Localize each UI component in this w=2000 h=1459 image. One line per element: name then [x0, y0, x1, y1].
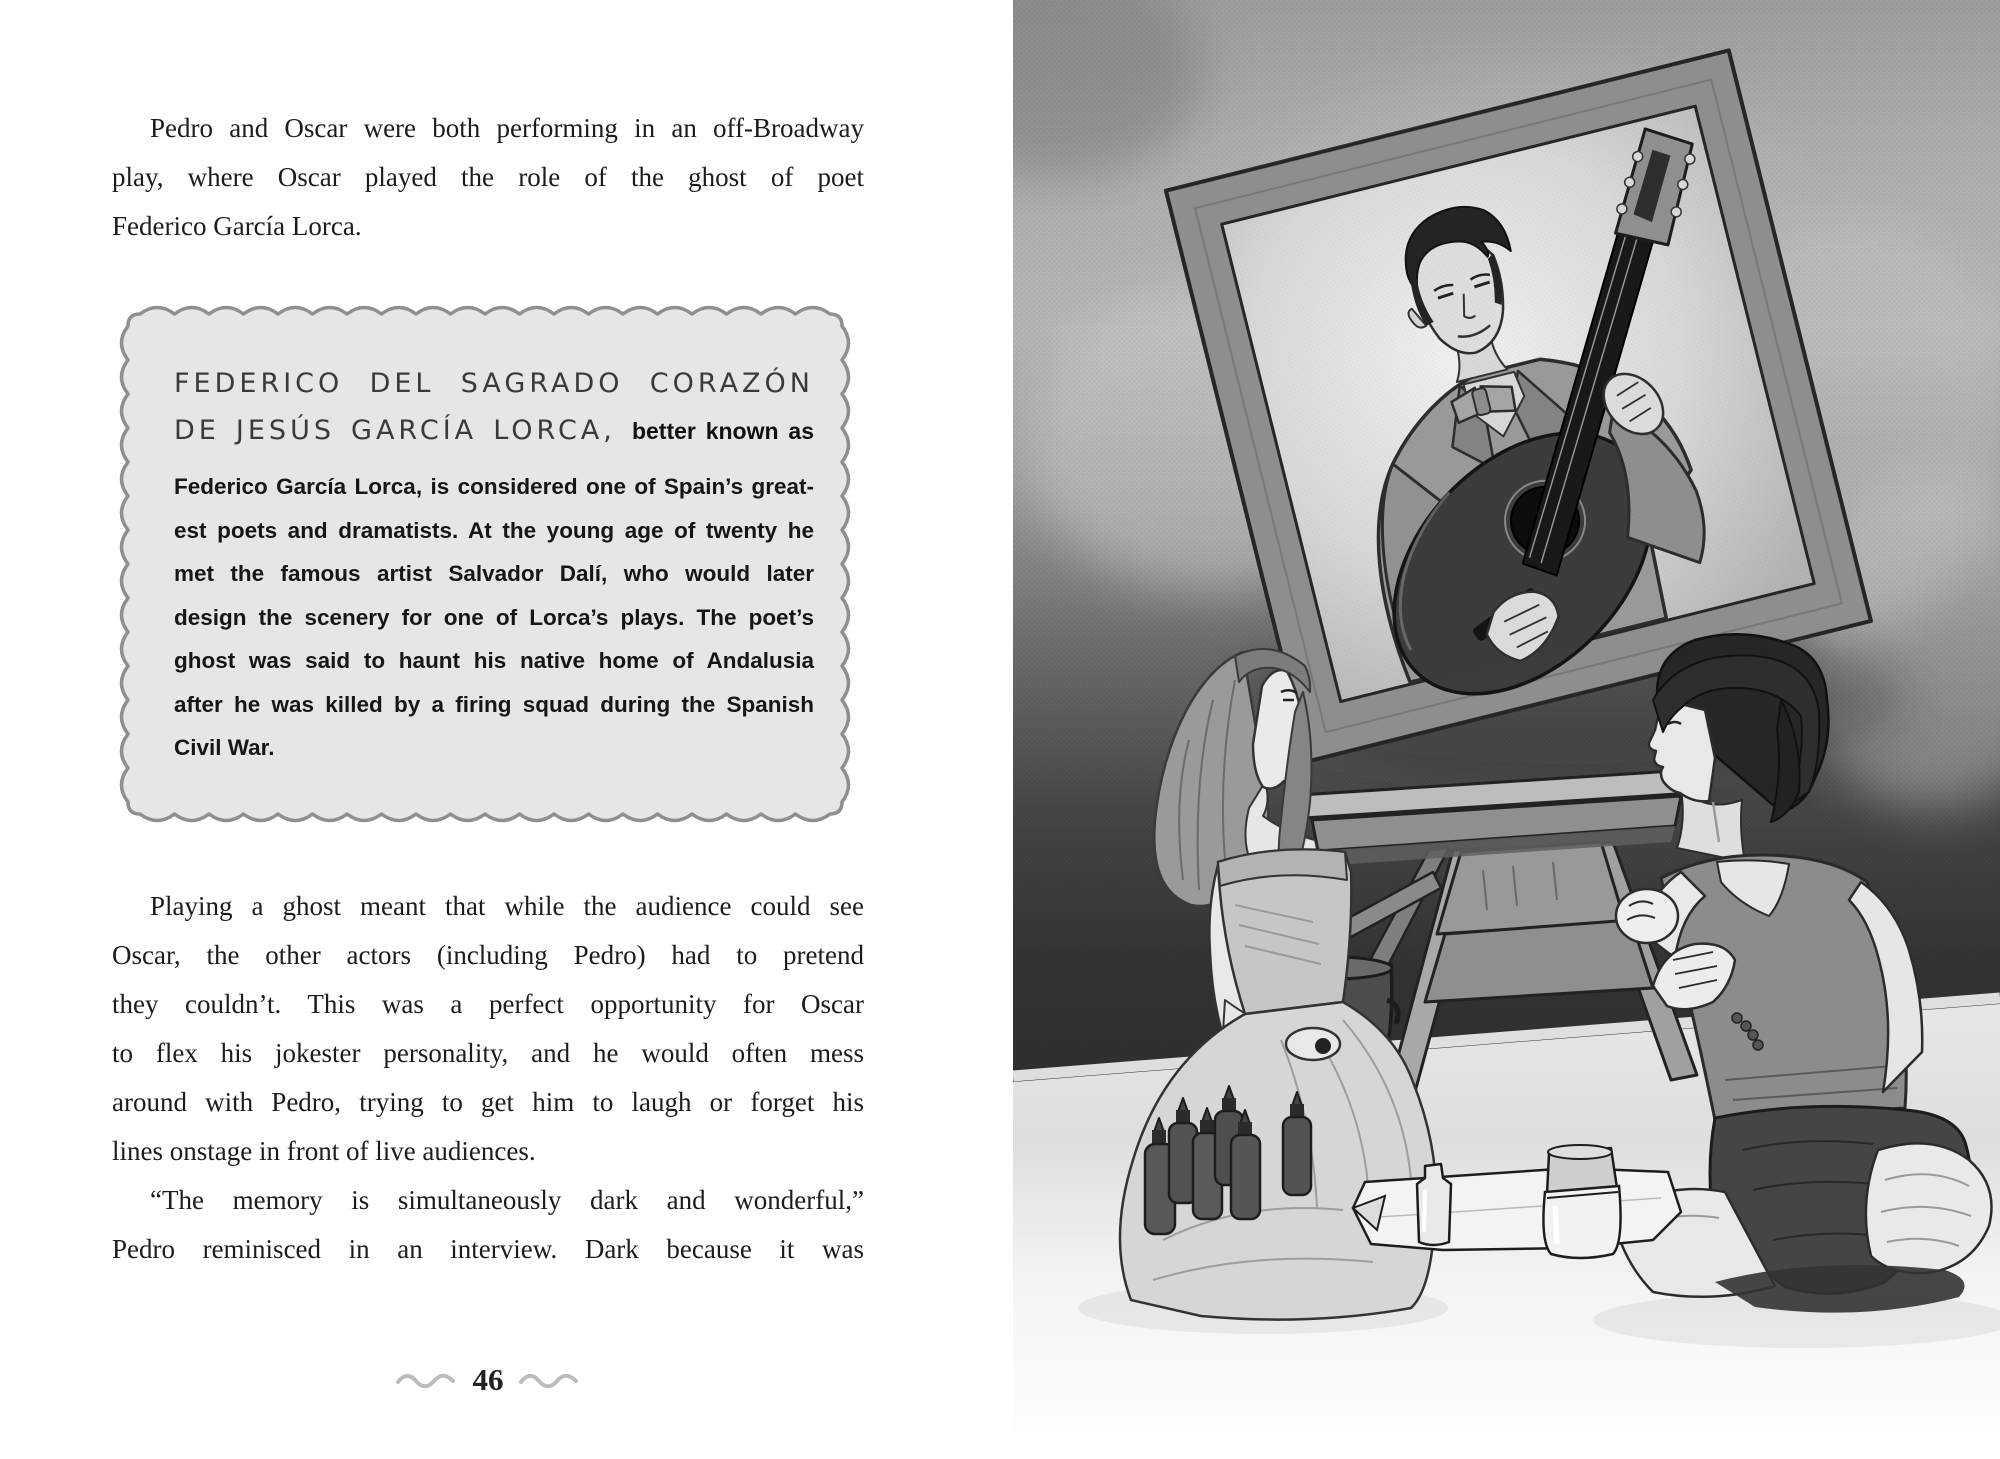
text-line: lines onstage in front of live audiences.: [112, 1136, 536, 1166]
paragraph-memory: [112, 1176, 864, 1274]
text-line: Federico García Lorca.: [112, 211, 362, 241]
paper-sheet: [1353, 1168, 1681, 1250]
page-number: 46: [472, 1362, 504, 1397]
text-line: Federico García Lorca, is considered one of Spain’s great-: [174, 474, 814, 499]
heading-suffix-text: better known as: [631, 418, 814, 444]
info-box-content: [174, 360, 814, 770]
page-footer: [112, 1360, 864, 1400]
text-line: design the scenery for one of Lorca’s plays. The poet’s: [174, 604, 814, 630]
text-line: they couldn’t. This was a perfect opportunity for Oscar: [112, 989, 864, 1019]
info-box-heading-line2: [174, 407, 814, 455]
book-page-right: [1013, 0, 2000, 1454]
text-line: Playing a ghost meant that while the audience could see: [150, 891, 864, 921]
paragraph-ghost: [112, 882, 864, 1176]
text-line: est poets and dramatists. At the young age of twenty he: [174, 517, 814, 543]
heading-hand-text: DE JESÚS GARCÍA LORCA,: [174, 415, 616, 446]
squiggle-icon: [518, 1371, 582, 1389]
lorca-info-box: [116, 298, 856, 824]
text-line: Pedro reminisced in an interview. Dark because it was: [112, 1234, 864, 1264]
jar: [1543, 1145, 1620, 1258]
text-line: around with Pedro, trying to get him to laugh or forget his: [112, 1087, 864, 1117]
text-line: to flex his jokester personality, and he would often mess: [112, 1038, 864, 1068]
squiggle-icon: [395, 1371, 459, 1389]
text-line: after he was killed by a firing squad during the Spanish: [174, 691, 814, 717]
text-line: “The memory is simultaneously dark and wonderful,”: [150, 1185, 864, 1215]
info-box-body: [174, 465, 814, 770]
paragraph-intro: [112, 104, 864, 251]
text-line: ghost was said to haunt his native home of Andalusia: [174, 648, 814, 673]
text-line: met the famous artist Salvador Dalí, who would later: [174, 561, 814, 586]
text-line: Pedro and Oscar were both performing in an off-Broadway: [150, 113, 864, 143]
info-box-heading-line1: FEDERICO DEL SAGRADO CORAZÓN: [174, 368, 814, 399]
text-line: play, where Oscar played the role of the ghost of poet: [112, 162, 864, 192]
illustration: [1013, 0, 2000, 1454]
text-line: Civil War.: [174, 735, 275, 760]
text-line: Oscar, the other actors (including Pedro) had to pretend: [112, 940, 864, 970]
